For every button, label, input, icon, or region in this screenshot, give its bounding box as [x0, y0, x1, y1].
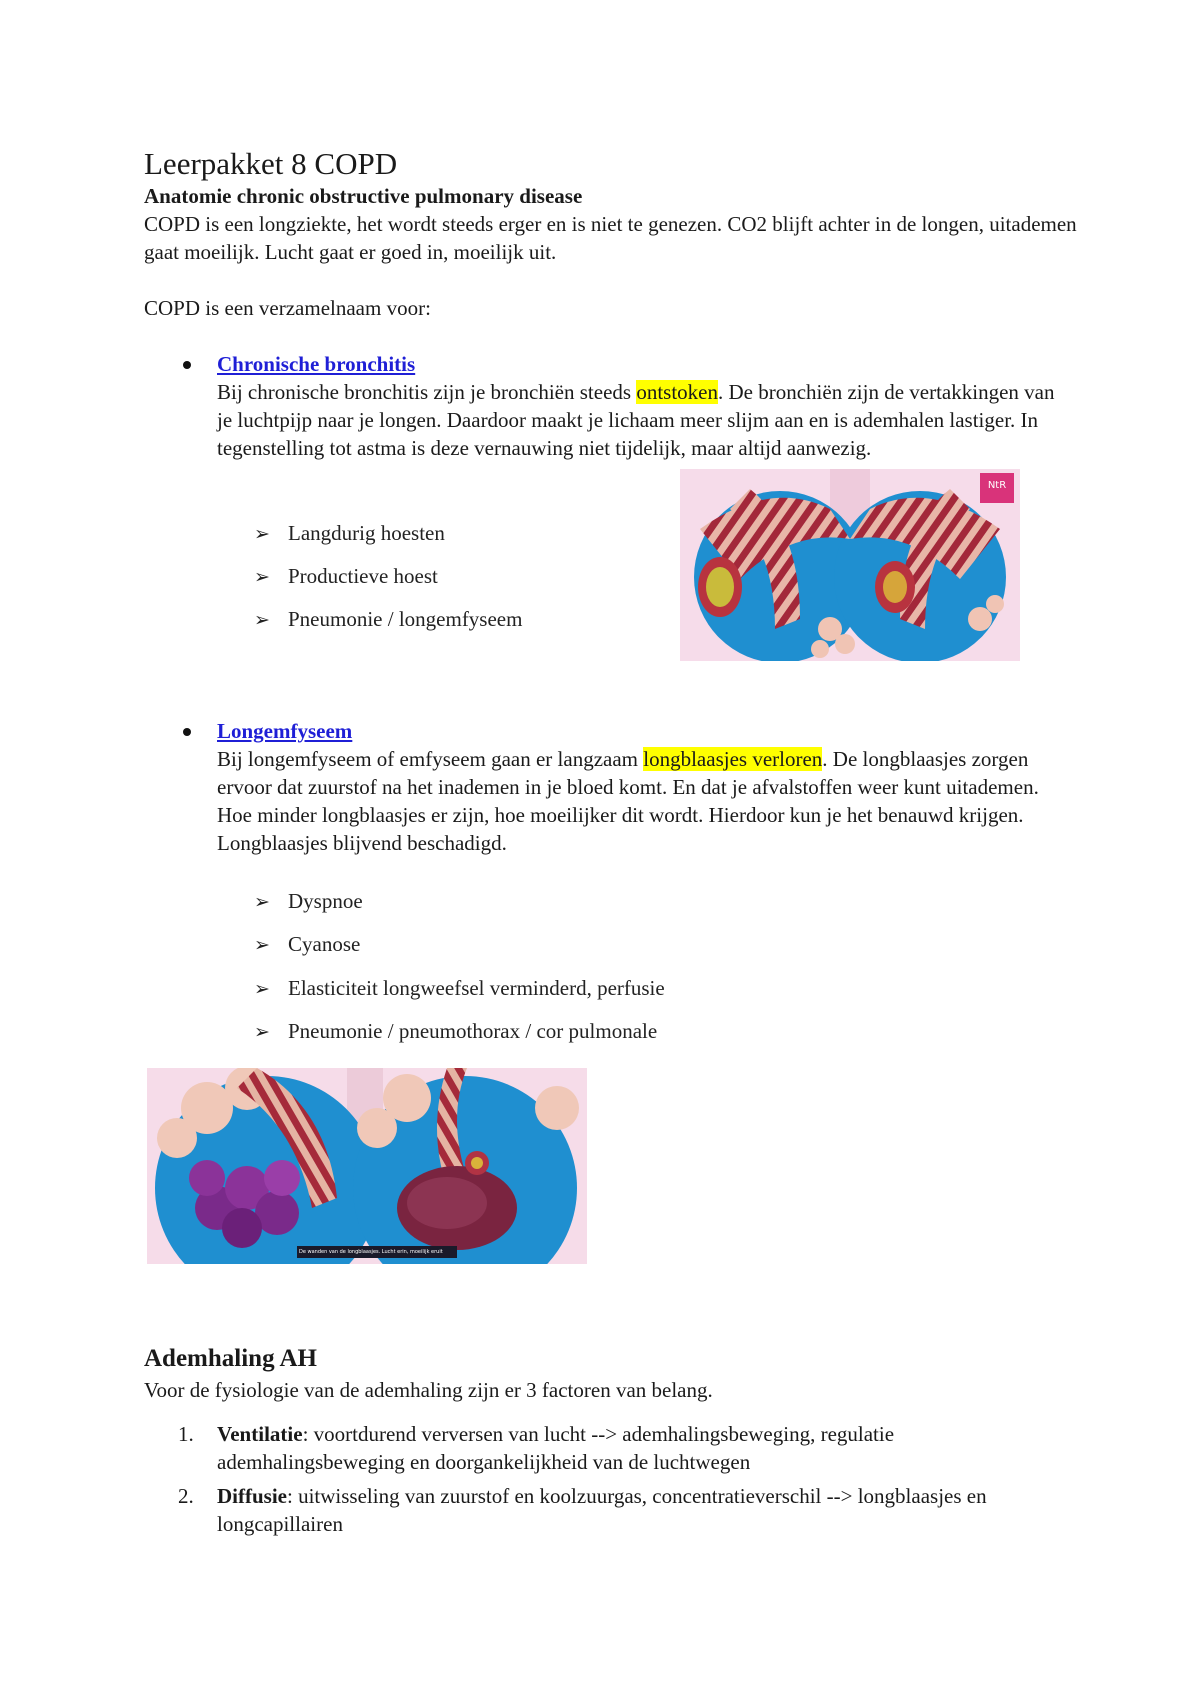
- section-heading: Ademhaling AH: [144, 1345, 317, 1372]
- bronchitis-paragraph: [217, 378, 1067, 462]
- intro-paragraph: COPD is een longziekte, het wordt steeds erger en is niet te genezen. CO2 blijft achter in de longen, uitademen gaat moeilijk. Lucht gaat er goed in, moeilijk uit.: [144, 212, 1077, 264]
- arrow-bullet-icon: ➢: [254, 566, 270, 588]
- list-term: Diffusie: [217, 1484, 287, 1508]
- bronchitis-highlight: ontstoken: [636, 380, 718, 404]
- emfyseem-illustration: [147, 1068, 587, 1264]
- list-term: Ventilatie: [217, 1422, 303, 1446]
- ademhaling-intro: Voor de fysiologie van de ademhaling zijn er 3 factoren van belang.: [144, 1378, 713, 1402]
- bronchitis-link[interactable]: Chronische bronchitis: [217, 352, 416, 376]
- bullet-icon: [183, 361, 191, 369]
- bronchitis-illustration: [680, 469, 1020, 661]
- emfyseem-symptom: ➢ Dyspnoe: [254, 887, 363, 916]
- bullet-icon: [183, 728, 191, 736]
- emfyseem-symptom: ➢ Elasticiteit longweefsel verminderd, perfusie: [254, 974, 665, 1003]
- bronchitis-symptom: ➢ Langdurig hoesten: [254, 519, 445, 548]
- bronchitis-symptom: ➢ Productieve hoest: [254, 562, 438, 591]
- figure-caption: De wanden van de longblaasjes. Lucht erin, moeilijk eruit: [299, 1249, 443, 1255]
- emfyseem-block: [217, 717, 1077, 745]
- bronchitis-text-before: Bij chronische bronchitis zijn je bronchiën steeds: [217, 380, 637, 404]
- list-number: 2.: [178, 1484, 194, 1508]
- emfyseem-symptom: ➢ Pneumonie / pneumothorax / cor pulmonale: [254, 1017, 657, 1046]
- emfyseem-symptom: ➢ Cyanose: [254, 930, 360, 959]
- list-item: 2. Diffusie: uitwisseling van zuurstof en koolzuurgas, concentratieverschil --> longblaasjes en longcapillairen: [144, 1482, 1084, 1538]
- arrow-bullet-icon: ➢: [254, 978, 270, 1000]
- bronchitis-text-after: . De bronchiën zijn de vertakkingen van je luchtpijp naar je longen. Daardoor maakt je lichaam meer slijm aan en is ademhalen lastiger. In tegenstelling tot astma is deze vernauwing niet tijdelijk, maar altijd aanwezig.: [217, 380, 1055, 460]
- bronchitis-symptom: ➢ Pneumonie / longemfyseem: [254, 605, 522, 634]
- arrow-bullet-icon: ➢: [254, 523, 270, 545]
- emfyseem-figure: [147, 1068, 587, 1264]
- emfyseem-link[interactable]: Longemfyseem: [217, 719, 353, 743]
- emfyseem-text-before: Bij longemfyseem of emfyseem gaan er langzaam: [217, 747, 644, 771]
- lead-paragraph: COPD is een verzamelnaam voor:: [144, 296, 431, 320]
- list-number: 1.: [178, 1422, 194, 1446]
- bronchitis-block: [217, 350, 1077, 378]
- figure-badge: NtR: [987, 480, 1007, 491]
- arrow-bullet-icon: ➢: [254, 1021, 270, 1043]
- page-title: Leerpakket 8 COPD: [144, 146, 398, 181]
- arrow-bullet-icon: ➢: [254, 609, 270, 631]
- list-item: 1. Ventilatie: voortdurend verversen van lucht --> ademhalingsbeweging, regulatie ademhalingsbeweging en doorgankelijkheid van de luchtwegen: [144, 1420, 1084, 1476]
- emfyseem-highlight: longblaasjes verloren: [643, 747, 823, 771]
- section-subtitle: Anatomie chronic obstructive pulmonary disease: [144, 184, 583, 208]
- bronchitis-figure: [680, 469, 1020, 661]
- arrow-bullet-icon: ➢: [254, 934, 270, 956]
- arrow-bullet-icon: ➢: [254, 891, 270, 913]
- emfyseem-text-after: . De longblaasjes zorgen ervoor dat zuurstof na het inademen in je bloed komt. En dat je afvalstoffen weer kunt uitademen. Hoe minder longblaasjes er zijn, hoe moeilijker dit wordt. Hierdoor kun je het benauwd krijgen. Longblaasjes blijvend beschadigd.: [217, 747, 1039, 855]
- emfyseem-paragraph: [217, 745, 1077, 857]
